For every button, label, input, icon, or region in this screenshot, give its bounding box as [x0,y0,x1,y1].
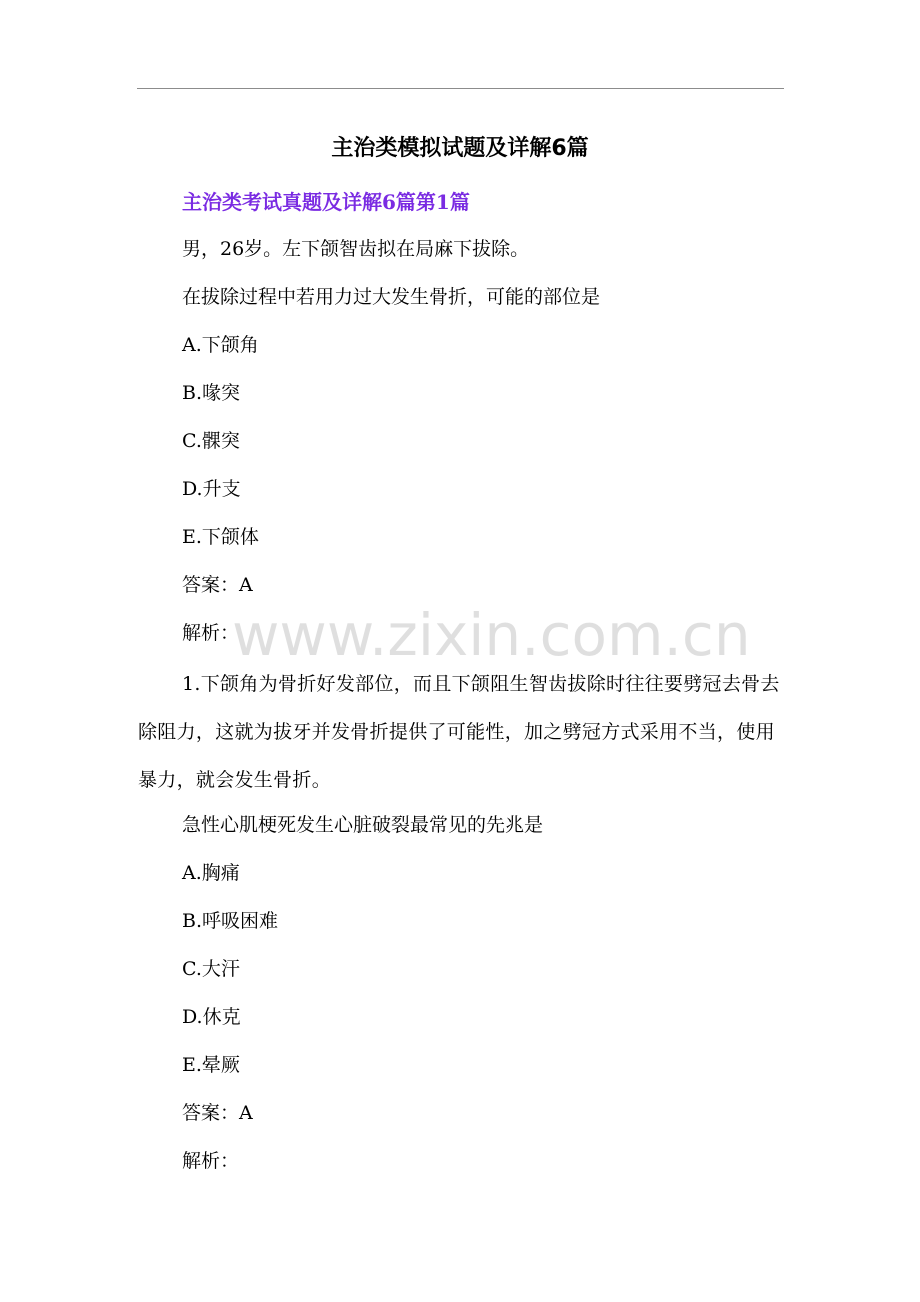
question1-option-e: E.下颌体 [182,526,259,548]
question1-stem-line2: 在拔除过程中若用力过大发生骨折，可能的部位是 [182,286,601,308]
question1-analysis-text: 1.下颌角为骨折好发部位，而且下颌阻生智齿拔除时往往要劈冠去骨去除阻力，这就为拔牙并发骨折提供了可能性，加之劈冠方式采用不当，使用暴力，就会发生骨折。 [138,673,780,791]
question2-option-b: B.呼吸困难 [182,910,279,932]
question1-option-b: B.喙突 [182,382,241,404]
question2-answer: 答案：A [182,1102,253,1124]
question1-option-a: A.下颌角 [182,334,259,356]
question2-option-c: C.大汗 [182,958,240,980]
question2-option-a: A.胸痛 [182,862,240,884]
question2-option-d: D.休克 [182,1006,241,1028]
question1-option-c: C.髁突 [182,430,240,452]
section-heading[interactable]: 主治类考试真题及详解6篇第1篇 [182,190,470,214]
question1-option-d: D.升支 [182,478,241,500]
document-title: 主治类模拟试题及详解6篇 [331,136,589,161]
question2-stem: 急性心肌梗死发生心脏破裂最常见的先兆是 [182,814,544,836]
question1-stem-line1: 男，26岁。左下颌智齿拟在局麻下拔除。 [182,238,530,260]
watermark: www.zixin.com.cn [232,601,751,669]
question2-analysis-label: 解析： [182,1150,240,1172]
question1-analysis-label: 解析： [182,622,240,644]
question2-option-e: E.晕厥 [182,1054,240,1076]
question1-answer: 答案：A [182,574,253,596]
header-rule [137,88,784,89]
